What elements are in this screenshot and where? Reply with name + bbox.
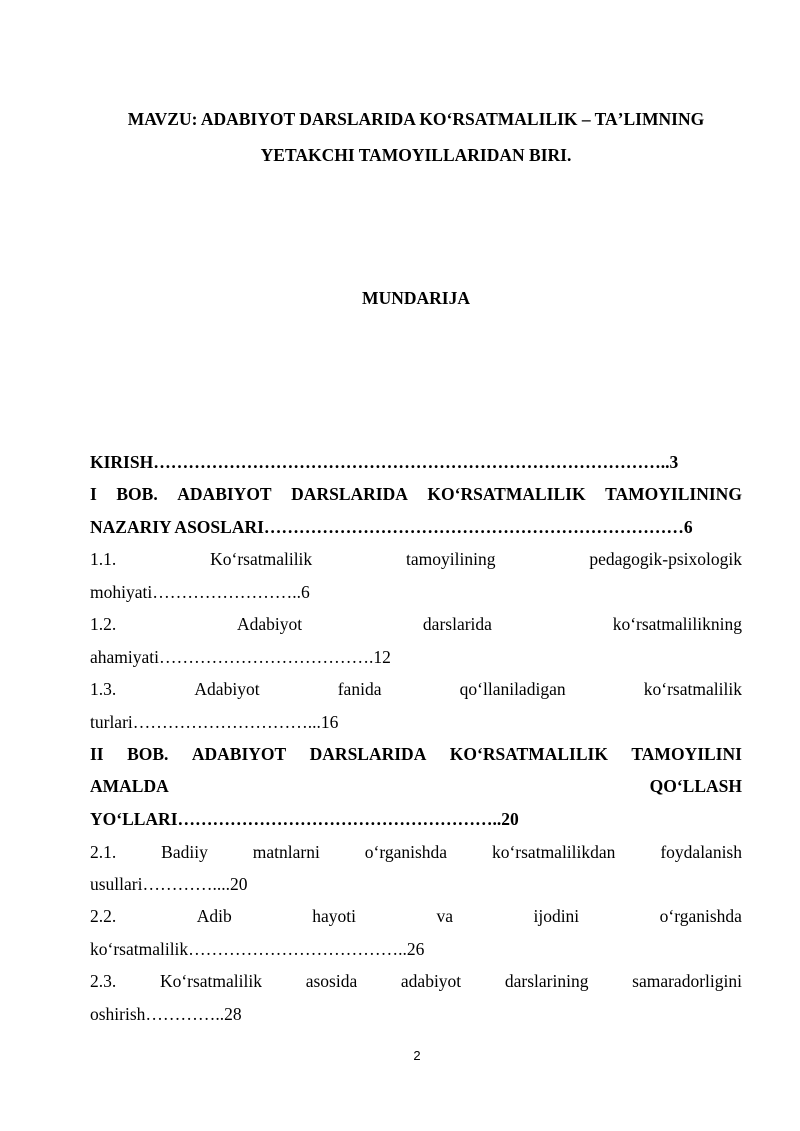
toc-word: II bbox=[90, 744, 104, 764]
toc-word: pedagogik-psixologik bbox=[589, 549, 742, 569]
toc-word: QOʻLLASH bbox=[649, 776, 742, 796]
toc-section-1-3-line-2: turlari…………………………...16 bbox=[90, 712, 339, 732]
page-number: 2 bbox=[413, 1048, 421, 1063]
toc-entry-kirish: KIRISH……………………………………………………………………………..3 bbox=[90, 452, 679, 472]
toc-word: 1.2. bbox=[90, 614, 117, 634]
toc-section-2-1-line-2: usullari…………....20 bbox=[90, 874, 248, 894]
toc-word: 2.2. bbox=[90, 906, 117, 926]
toc-word: fanida bbox=[337, 679, 382, 699]
toc-chapter-1-line-1 bbox=[90, 483, 742, 505]
toc-word: va bbox=[436, 906, 453, 926]
toc-heading: MUNDARIJA bbox=[362, 288, 470, 308]
toc-chapter-2-line-1 bbox=[90, 743, 742, 765]
toc-chapter-1-line-2: NAZARIY ASOSLARI………………………………………………………………6 bbox=[90, 517, 693, 537]
toc-word: oʻrganishda bbox=[659, 906, 742, 926]
toc-word: darslarida bbox=[422, 614, 492, 634]
toc-word: hayoti bbox=[312, 906, 356, 926]
toc-word: DARSLARIDA bbox=[309, 744, 427, 764]
toc-word: qoʻllaniladigan bbox=[459, 679, 566, 699]
toc-word: ADABIYOT bbox=[177, 484, 272, 504]
toc-word: DARSLARIDA bbox=[291, 484, 408, 504]
toc-word: foydalanish bbox=[660, 842, 742, 862]
toc-section-2-1-line-1 bbox=[90, 841, 742, 863]
toc-word: 1.1. bbox=[90, 549, 117, 569]
toc-word: koʻrsatmalilikning bbox=[612, 614, 742, 634]
toc-word: asosida bbox=[305, 971, 358, 991]
toc-section-1-2-line-1 bbox=[90, 613, 742, 635]
document-title-line-2: YETAKCHI TAMOYILLARIDAN BIRI. bbox=[260, 145, 572, 165]
toc-section-2-3-line-2: oshirish…………..28 bbox=[90, 1004, 242, 1024]
toc-section-1-1-line-1 bbox=[90, 548, 742, 570]
toc-word: Koʻrsatmalilik bbox=[210, 549, 313, 569]
toc-word: samaradorligini bbox=[632, 971, 742, 991]
toc-word: Koʻrsatmalilik bbox=[159, 971, 262, 991]
toc-word: I bbox=[90, 484, 97, 504]
toc-word: darslarining bbox=[504, 971, 589, 991]
toc-word: koʻrsatmalilik bbox=[643, 679, 742, 699]
toc-section-1-3-line-1 bbox=[90, 678, 742, 700]
toc-word: 2.3. bbox=[90, 971, 117, 991]
toc-chapter-2-line-3: YOʻLLARI………………………………………………..20 bbox=[90, 809, 519, 829]
toc-word: Badiiy bbox=[161, 842, 208, 862]
toc-word: KOʻRSATMALILIK bbox=[427, 484, 586, 504]
toc-word: koʻrsatmalilikdan bbox=[491, 842, 616, 862]
toc-word: matnlarni bbox=[252, 842, 320, 862]
toc-word: Adib bbox=[196, 906, 232, 926]
toc-chapter-2-line-2 bbox=[90, 775, 742, 797]
document-title-line-1: MAVZU: ADABIYOT DARSLARIDA KOʻRSATMALILIK – TAʼLIMNING bbox=[127, 109, 705, 129]
toc-section-1-2-line-2: ahamiyati……………………………….12 bbox=[90, 647, 391, 667]
toc-word: TAMOYILINING bbox=[605, 484, 742, 504]
toc-section-2-3-line-1 bbox=[90, 970, 742, 992]
toc-word: 2.1. bbox=[90, 842, 117, 862]
toc-section-1-1-line-2: mohiyati……………………..6 bbox=[90, 582, 310, 602]
toc-section-2-2-line-2: koʻrsatmalilik………………………………..26 bbox=[90, 939, 425, 959]
toc-section-2-2-line-1 bbox=[90, 905, 742, 927]
toc-word: oʻrganishda bbox=[364, 842, 448, 862]
toc-word: 1.3. bbox=[90, 679, 117, 699]
toc-word: KOʻRSATMALILIK bbox=[449, 744, 608, 764]
toc-word: TAMOYILINI bbox=[631, 744, 742, 764]
toc-word: Adabiyot bbox=[237, 614, 303, 634]
toc-word: ADABIYOT bbox=[191, 744, 287, 764]
toc-word: AMALDA bbox=[90, 776, 169, 796]
toc-word: BOB. bbox=[116, 484, 158, 504]
toc-word: ijodini bbox=[533, 906, 580, 926]
toc-word: tamoyilining bbox=[406, 549, 496, 569]
toc-word: BOB. bbox=[127, 744, 169, 764]
toc-word: adabiyot bbox=[400, 971, 462, 991]
toc-word: Adabiyot bbox=[194, 679, 260, 699]
